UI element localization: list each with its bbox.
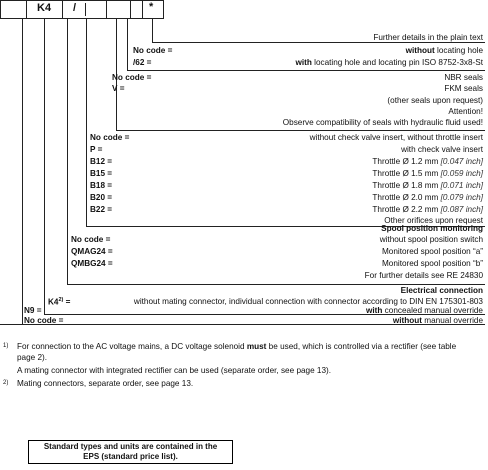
b12-code: B12 =	[90, 157, 113, 166]
b20-inch: [0.079 inch]	[440, 193, 483, 202]
footnote-2: Mating connectors, separate order, see page 13.	[17, 379, 194, 388]
b18-desc	[372, 181, 483, 190]
cv-nocode-desc: without check valve insert, without throttle insert	[309, 133, 483, 142]
bracket-spool	[67, 18, 68, 284]
standard-types-line1: Standard types and units are contained in the	[43, 442, 218, 451]
footnote-1	[17, 342, 469, 363]
b18-code: B18 =	[90, 181, 113, 190]
locating-62-code: /62 =	[133, 58, 152, 67]
qmbg-code: QMBG24 =	[71, 259, 113, 268]
locating-62-bold: with	[295, 58, 312, 67]
b20-text: Throttle Ø 2.0 mm	[372, 193, 441, 202]
b15-code: B15 =	[90, 169, 113, 178]
bracket-elec	[44, 18, 45, 314]
mo-nocode-code: No code =	[24, 316, 64, 325]
b15-text: Throttle Ø 1.5 mm	[372, 169, 441, 178]
elec-k4-eq: =	[63, 297, 71, 307]
elec-heading: Electrical connection	[400, 286, 483, 295]
spool-further-text: For further details see RE 24830	[364, 271, 483, 280]
bracket-checkvalve	[86, 18, 87, 226]
bracket-locating	[127, 18, 128, 70]
mo-nocode-bold: without	[392, 316, 423, 325]
elec-k4-footnote-mark: 2)	[58, 297, 64, 303]
locating-nocode-code: No code =	[133, 46, 173, 55]
elec-k4-code	[48, 297, 70, 307]
footnote-2-mark: 2)	[3, 380, 9, 386]
bracket-manual	[22, 18, 23, 324]
b22-code: B22 =	[90, 205, 113, 214]
header-k4-text: K4	[37, 2, 52, 14]
qmbg-desc: Monitored spool position “b”	[381, 259, 483, 268]
b20-code: B20 =	[90, 193, 113, 202]
b15-desc	[372, 169, 483, 178]
locating-nocode-rest: locating hole	[434, 46, 483, 55]
seal-other-text: (other seals upon request)	[387, 96, 483, 105]
n9-rest: concealed manual override	[382, 306, 483, 315]
standard-types-box	[28, 440, 233, 464]
seal-nocode-desc: NBR seals	[444, 73, 483, 82]
b12-text: Throttle Ø 1.2 mm	[372, 157, 441, 166]
spool-heading: Spool position monitoring	[381, 224, 483, 233]
sep-spool	[67, 284, 485, 285]
seal-nocode-code: No code =	[112, 73, 152, 82]
b12-inch: [0.047 inch]	[440, 157, 483, 166]
header-star-text: *	[149, 1, 154, 13]
spool-nocode-code: No code =	[71, 235, 111, 244]
sep-further	[152, 42, 485, 43]
mo-nocode-rest: manual override	[422, 316, 483, 325]
n9-desc	[366, 306, 483, 315]
header-slash-divider	[85, 3, 86, 16]
other-orifices-text: Other orifices upon request	[384, 216, 483, 225]
footnote-1-c: A mating connector with integrated rectifier can be used (separate order, see page 13).	[17, 366, 332, 375]
qmag-desc: Monitored spool position “a”	[381, 247, 483, 256]
seal-attention-text: Attention!	[448, 107, 483, 116]
elec-k4-desc: without mating connector, individual connection with connector according to DIN EN 175301-803	[133, 297, 483, 306]
locating-nocode-bold: without	[405, 46, 435, 55]
locating-62-desc	[295, 58, 483, 67]
qmag-code: QMAG24 =	[71, 247, 113, 256]
spool-nocode-desc: without spool position switch	[379, 235, 483, 244]
footnote-1-a: For connection to the AC voltage mains, a DC voltage solenoid	[17, 342, 247, 351]
mo-nocode-desc	[393, 316, 483, 325]
b15-inch: [0.059 inch]	[440, 169, 483, 178]
n9-code: N9 =	[24, 306, 42, 315]
b18-text: Throttle Ø 1.8 mm	[372, 181, 441, 190]
b12-desc	[372, 157, 483, 166]
b22-inch: [0.087 inch]	[440, 205, 483, 214]
sep-locating	[127, 70, 485, 71]
header-box-blank	[0, 0, 28, 19]
sep-seals	[116, 130, 485, 131]
b22-text: Throttle Ø 2.2 mm	[372, 205, 441, 214]
b20-desc	[372, 193, 483, 202]
footnote-1-bold: must	[246, 342, 267, 351]
header-box-slash	[62, 0, 108, 19]
standard-types-line2: EPS (standard price list).	[83, 452, 178, 461]
cv-p-code: P =	[90, 145, 103, 154]
header-slash-text: /	[73, 2, 77, 14]
cv-p-desc: with check valve insert	[401, 145, 483, 154]
header-box-4	[106, 0, 132, 19]
n9-bold: with	[366, 306, 383, 315]
locating-62-rest: locating hole and locating pin ISO 8752-3x8-St	[311, 58, 483, 67]
footnote-1-mark: 1)	[3, 343, 9, 349]
elec-k4-label: K4	[48, 297, 59, 307]
b18-inch: [0.071 inch]	[440, 181, 483, 190]
seal-v-code: V =	[112, 84, 125, 93]
seal-observe-text: Observe compatibility of seals with hydraulic fluid used!	[282, 118, 483, 127]
b22-desc	[372, 205, 483, 214]
seal-v-desc: FKM seals	[444, 84, 483, 93]
locating-nocode-desc	[406, 46, 483, 55]
cv-nocode-code: No code =	[90, 133, 130, 142]
header-box-k4	[26, 0, 64, 19]
further-details-text: Further details in the plain text	[373, 33, 483, 42]
bracket-further	[152, 18, 153, 42]
header-box-star	[142, 0, 164, 19]
footnote-1-b: be used, which is controlled via a rectifier (see table page 2).	[17, 342, 457, 362]
